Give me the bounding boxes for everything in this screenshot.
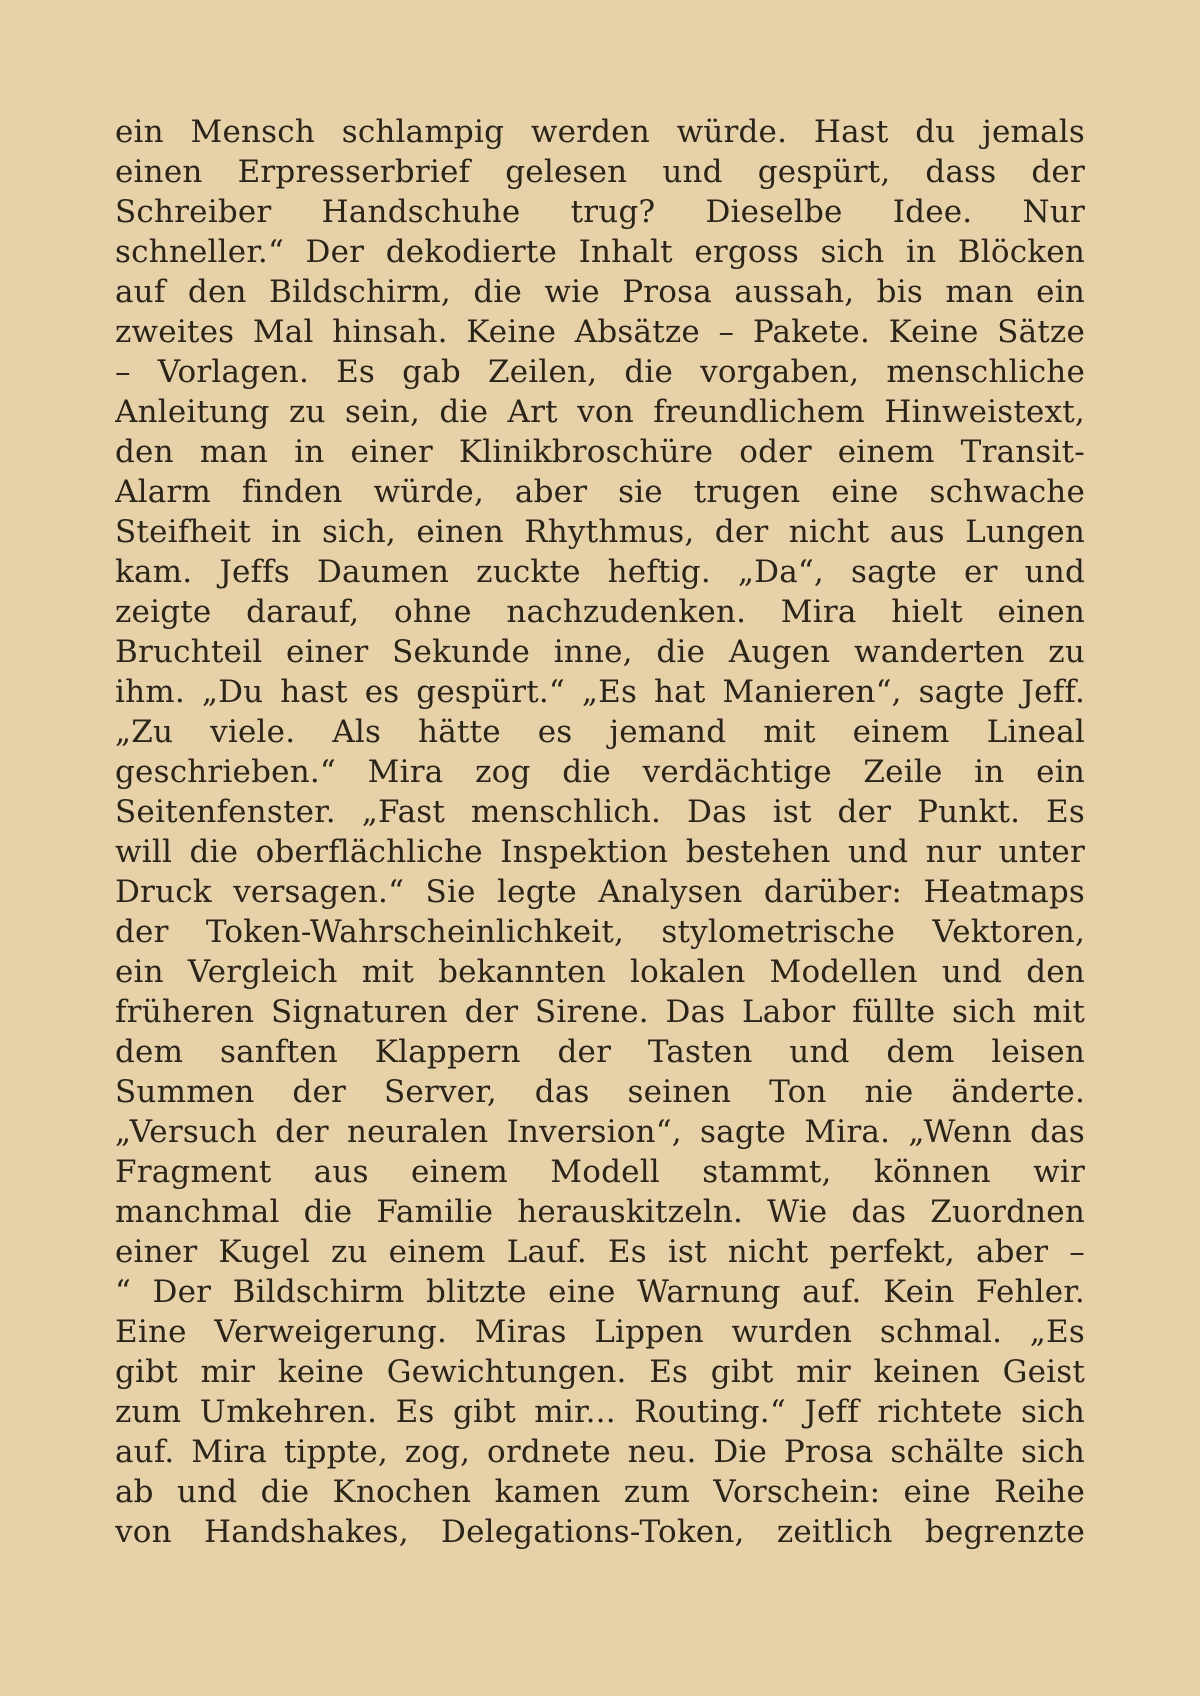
text-line: auf. Mira tippte, zog, ordnete neu. Die Prosa schälte sich xyxy=(115,1434,1085,1470)
text-line: Summen der Server, das seinen Ton nie änderte. xyxy=(115,1074,1085,1110)
text-line: ein Mensch schlampig werden würde. Hast du jemals xyxy=(115,114,1085,150)
book-page xyxy=(115,112,1085,1552)
text-line: Alarm finden würde, aber sie trugen eine schwache xyxy=(115,474,1085,510)
text-line: gibt mir keine Gewichtungen. Es gibt mir keinen Geist xyxy=(115,1354,1085,1390)
text-line: „Versuch der neuralen Inversion“, sagte Mira. „Wenn das xyxy=(115,1114,1085,1150)
text-line: Eine Verweigerung. Miras Lippen wurden schmal. „Es xyxy=(115,1314,1085,1350)
text-line: einen Erpresserbrief gelesen und gespürt, dass der xyxy=(115,154,1085,190)
text-line: “ Der Bildschirm blitzte eine Warnung auf. Kein Fehler. xyxy=(115,1274,1085,1310)
text-line: Seitenfenster. „Fast menschlich. Das ist der Punkt. Es xyxy=(115,794,1085,830)
text-line: Druck versagen.“ Sie legte Analysen darüber: Heatmaps xyxy=(115,874,1085,910)
text-line: ihm. „Du hast es gespürt.“ „Es hat Manieren“, sagte Jeff. xyxy=(115,674,1085,710)
text-line: früheren Signaturen der Sirene. Das Labor füllte sich mit xyxy=(115,994,1085,1030)
text-line: ab und die Knochen kamen zum Vorschein: eine Reihe xyxy=(115,1474,1085,1510)
text-line: manchmal die Familie herauskitzeln. Wie das Zuordnen xyxy=(115,1194,1085,1230)
text-line: will die oberflächliche Inspektion bestehen und nur unter xyxy=(115,834,1085,870)
text-line: Anleitung zu sein, die Art von freundlichem Hinweistext, xyxy=(115,394,1085,430)
text-line: Bruchteil einer Sekunde inne, die Augen wanderten zu xyxy=(115,634,1085,670)
text-line: ein Vergleich mit bekannten lokalen Modellen und den xyxy=(115,954,1085,990)
text-line: „Zu viele. Als hätte es jemand mit einem Lineal xyxy=(115,714,1085,750)
text-line: zum Umkehren. Es gibt mir... Routing.“ Jeff richtete sich xyxy=(115,1394,1085,1430)
text-line: dem sanften Klappern der Tasten und dem leisen xyxy=(115,1034,1085,1070)
text-line: Fragment aus einem Modell stammt, können wir xyxy=(115,1154,1085,1190)
text-line: kam. Jeffs Daumen zuckte heftig. „Da“, sagte er und xyxy=(115,554,1085,590)
text-line: der Token-Wahrscheinlichkeit, stylometrische Vektoren, xyxy=(115,914,1085,950)
text-line: von Handshakes, Delegations-Token, zeitlich begrenzte xyxy=(115,1514,1085,1550)
text-line: schneller.“ Der dekodierte Inhalt ergoss sich in Blöcken xyxy=(115,234,1085,270)
text-line: den man in einer Klinikbroschüre oder einem Transit- xyxy=(115,434,1085,470)
text-line: geschrieben.“ Mira zog die verdächtige Zeile in ein xyxy=(115,754,1085,790)
text-line: einer Kugel zu einem Lauf. Es ist nicht perfekt, aber – xyxy=(115,1234,1085,1270)
text-line: auf den Bildschirm, die wie Prosa aussah, bis man ein xyxy=(115,274,1085,310)
text-line: Schreiber Handschuhe trug? Dieselbe Idee. Nur xyxy=(115,194,1085,230)
text-line: zweites Mal hinsah. Keine Absätze – Pakete. Keine Sätze xyxy=(115,314,1085,350)
text-line: Steifheit in sich, einen Rhythmus, der nicht aus Lungen xyxy=(115,514,1085,550)
text-line: zeigte darauf, ohne nachzudenken. Mira hielt einen xyxy=(115,594,1085,630)
text-line: – Vorlagen. Es gab Zeilen, die vorgaben, menschliche xyxy=(115,354,1085,390)
